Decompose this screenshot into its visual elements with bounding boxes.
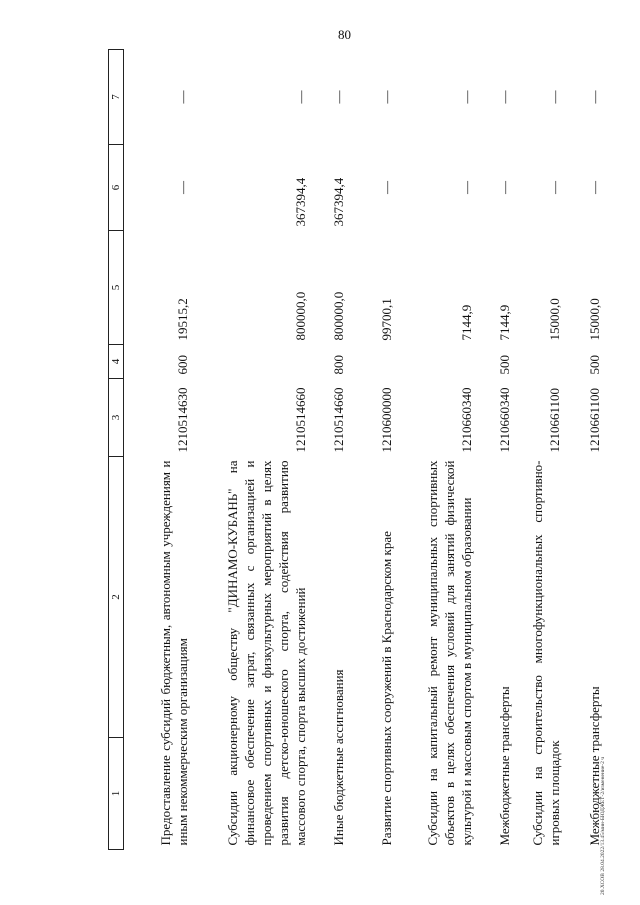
row-type: 600: [174, 355, 190, 375]
row-description: Развитие спортивных сооружений в Краснодарском крае: [378, 531, 394, 846]
table-row: [516, 50, 566, 850]
row-col6: —: [496, 181, 512, 194]
row-type: [398, 345, 478, 379]
row-col7: —: [496, 90, 512, 104]
table-row: [124, 50, 194, 850]
row-col7: —: [174, 90, 190, 104]
row-col7: —: [292, 90, 308, 104]
row-code: 1210514660: [330, 387, 346, 453]
row-code: 1210660340: [496, 387, 512, 453]
row-col7: —: [546, 90, 562, 104]
rotated-table-container: [108, 50, 605, 850]
row-code: 1210661100: [586, 387, 602, 453]
row-col5: 800000,0: [292, 291, 308, 341]
row-col7: —: [458, 90, 474, 104]
header-cell: 3: [109, 379, 124, 457]
header-row: [109, 50, 124, 850]
row-description: Иные бюджетные ассигнования: [330, 669, 346, 846]
table-row: [312, 50, 350, 850]
row-code: 1210514630: [174, 387, 190, 453]
row-type: [194, 345, 312, 379]
row-description: Межбюджетные трансферты: [496, 686, 512, 846]
row-code: 1210600000: [378, 387, 394, 453]
row-col5: 99700,1: [378, 298, 394, 341]
row-col6: —: [546, 181, 562, 194]
table-row: [398, 50, 478, 850]
row-description: Предоставление субсидий бюджетным, автономным учреждениям и иным некоммерческим организациям: [158, 460, 190, 846]
row-type: 500: [586, 355, 602, 375]
header-cell: 5: [109, 231, 124, 345]
row-col6: —: [174, 181, 190, 194]
budget-table: [108, 49, 606, 850]
row-col7: —: [330, 90, 346, 104]
row-type: 800: [330, 355, 346, 375]
row-col7: —: [586, 90, 602, 104]
row-description: Межбюджетные трансферты: [586, 686, 602, 846]
row-col6: —: [586, 181, 602, 194]
row-col6: 367394,4: [292, 177, 308, 227]
row-type: [350, 345, 398, 379]
row-description: Субсидии на капитальный ремонт муниципальных спортивных объектов в целях обеспечения условий для занятий физической культурой и массовым спортом в муниципальном образовании: [425, 460, 474, 846]
header-cell: 1: [109, 738, 124, 850]
row-col6: —: [458, 181, 474, 194]
row-col6: —: [378, 181, 394, 194]
row-col6: 367394,4: [330, 177, 346, 227]
footer-print-stamp: 20.ХСОВ 28.04.2022/13.45/мин-БЮДЖЕТ-2/изменение-2 ч: [600, 756, 606, 895]
table-row: [350, 50, 398, 850]
header-cell: 6: [109, 145, 124, 231]
header-cell: 2: [109, 457, 124, 738]
row-type: 500: [496, 355, 512, 375]
row-code: 1210514660: [292, 387, 308, 453]
row-col5: 800000,0: [330, 291, 346, 341]
row-col5: 15000,0: [586, 298, 602, 341]
row-col5: 7144,9: [496, 304, 512, 341]
row-col5: 15000,0: [546, 298, 562, 341]
row-col7: —: [378, 90, 394, 104]
row-col5: 7144,9: [458, 304, 474, 341]
row-description: Субсидии на строительство многофункциональных спортивно-игровых площадок: [530, 460, 562, 846]
header-cell: 7: [109, 50, 124, 145]
header-cell: 4: [109, 345, 124, 379]
table-row: [478, 50, 516, 850]
page-number: 80: [338, 27, 351, 42]
row-description: Субсидии акционерному обществу "ДИНАМО-КУБАНЬ" на финансовое обеспечение затрат, связанных с организацией и проведением спортивных и физкультурных мероприятий в целях развития детско-юношеского спорта, содействия развитию массового спорта, спорта высших достижений: [225, 460, 308, 846]
row-code: 1210660340: [458, 387, 474, 453]
row-code: 1210661100: [546, 387, 562, 453]
row-col5: 19515,2: [174, 298, 190, 341]
row-type: [516, 345, 566, 379]
table-row: [194, 50, 312, 850]
